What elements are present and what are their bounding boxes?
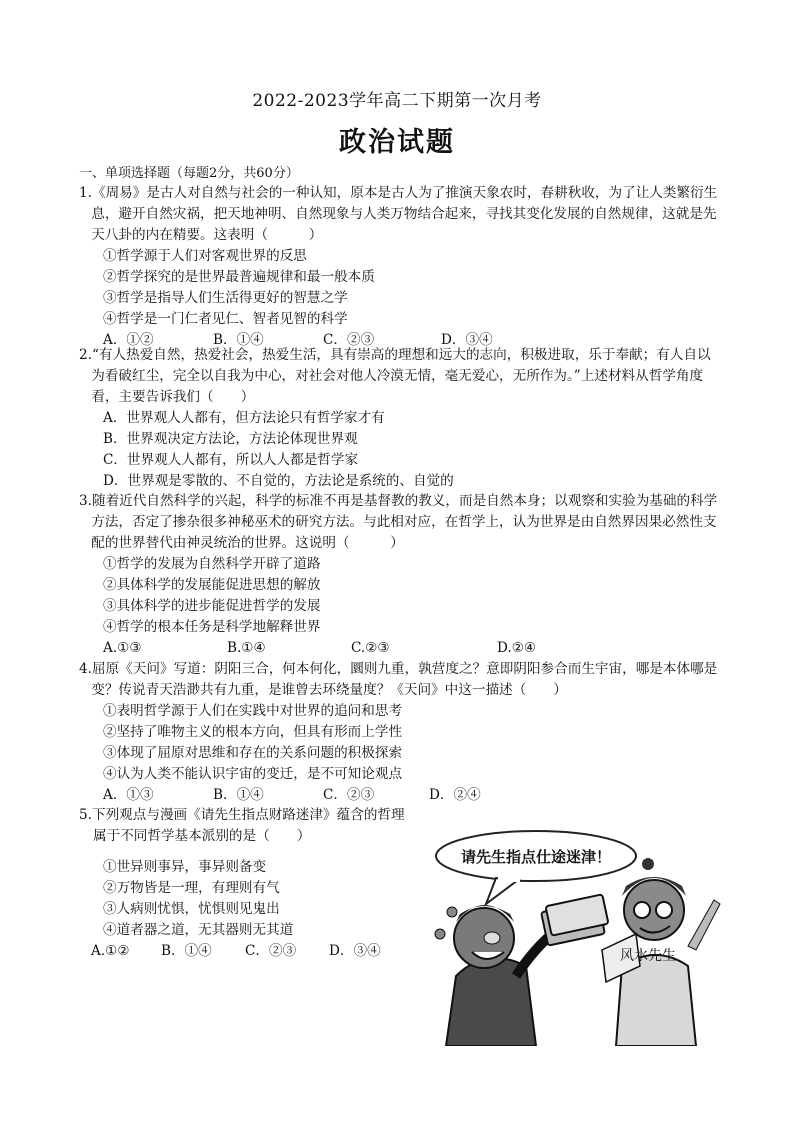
cartoon-drawing [426,826,726,1046]
statement: ①哲学的发展为自然科学开辟了道路 [103,556,321,572]
option-a: A．世界观人人都有，但方法论只有哲学家才有 [103,410,385,426]
choice-c: C．②③ [323,787,375,803]
choice-a: A．①③ [103,787,154,803]
statement: ②万物皆是一理，有理则有气 [103,880,280,896]
statement: ②哲学探究的是世界最普遍规律和最一般本质 [103,269,375,285]
choice-d: D.②④ [497,640,537,656]
question-stem: 4.屈原《天问》写道：阴阳三合，何本何化，圜则九重，孰营度之？意即阴阳参合而生宇宙，哪是本体哪是变？传说青天浩渺共有九重，是谁曾去环绕量度？《天问》中这一描述（ ） [79,661,718,698]
exam-title: 政治试题 [339,127,455,158]
question-2 [79,345,724,492]
answer-choices [79,638,724,659]
statement: ③哲学是指导人们生活得更好的智慧之学 [103,290,348,306]
statement: ④哲学是一门仁者见仁、智者见智的科学 [103,311,348,327]
choice-b: B.①④ [227,640,266,656]
question-stem-line1: 5.下列观点与漫画《请先生指点财路迷津》蕴含的哲理 [79,807,405,823]
choice-c: C．②③ [323,332,375,348]
choice-a: A.①③ [103,640,142,656]
statement: ②坚持了唯物主义的根本方向，但具有形而上学性 [103,724,403,740]
choice-a: A.①② [91,943,130,959]
choice-c: C.②③ [351,640,390,656]
statement: ④哲学的根本任务是科学地解释世界 [103,619,321,635]
answer-choices [79,785,724,806]
choice-a: A．①② [103,332,154,348]
option-c: C．世界观人人都有，所以人人都是哲学家 [103,452,359,468]
question-4 [79,659,724,806]
option-d: D．世界观是零散的、不自觉的，方法论是系统的、自觉的 [103,473,454,489]
choice-d: D．②④ [429,787,481,803]
question-3 [79,491,724,659]
statement: ③人病则忧惧，忧惧则见鬼出 [103,901,280,917]
exam-subtitle: 2022-2023学年高二下期第一次月考 [252,91,542,111]
choice-c: C．②③ [245,943,297,959]
question-stem: 3.随着近代自然科学的兴起，科学的标准不再是基督教的教义，而是自然本身；以观察和实验为基础的科学方法，否定了掺杂很多神秘巫术的研究方法。与此相对应，在哲学上，认为世界是由自然界因果必然性支配的世界替代由神灵统治的世界。这说明（ ） [79,493,718,551]
statement: ①表明哲学源于人们在实践中对世界的追问和思考 [103,703,403,719]
question-5 [79,805,424,962]
statement: ④认为人类不能认识宇宙的变迁，是不可知论观点 [103,766,403,782]
choice-b: B．①④ [213,787,264,803]
choice-d: D．③④ [329,943,381,959]
statement: ④道者器之道，无其器则无其道 [103,922,294,938]
question-stem-line2: 属于不同哲学基本派别的是（ ） [93,828,311,844]
statement: ①哲学源于人们对客观世界的反思 [103,248,307,264]
choice-d: D．③④ [441,332,493,348]
statement: ③体现了屈原对思维和存在的关系问题的积极探索 [103,745,403,761]
question-1 [79,183,724,351]
statement: ①世异则事异，事异则备变 [103,859,267,875]
statement: ②具体科学的发展能促进思想的解放 [103,577,321,593]
cartoon-label: 风水先生 [620,947,676,963]
question-stem: 2.“有人热爱自然，热爱社会，热爱生活，具有崇高的理想和远大的志向，积极进取，乐于奉献；有人自以为看破红尘，完全以自我为中心，对社会对他人冷漠无情，毫无爱心，无所作为。”上述材料从哲学角度看，主要告诉我们（ ） [79,347,711,405]
question-stem: 1.《周易》是古人对自然与社会的一种认知，原本是古人为了推演天象农时，春耕秋收，为了让人类繁衍生息，避开自然灾祸，把天地神明、自然现象与人类万物结合起来，寻找其变化发展的自然规律，这就是先天八卦的内在精要。这表明（ ） [79,185,718,243]
statement: ③具体科学的进步能促进哲学的发展 [103,598,321,614]
cartoon-speech-text: 请先生指点仕途迷津！ [460,849,612,866]
choice-b: B．①④ [161,943,212,959]
choice-b: B．①④ [213,332,264,348]
section-heading: 一、单项选择题（每题2分，共60分） [79,166,299,181]
answer-choices [79,941,424,962]
cartoon-illustration [426,826,726,1046]
option-b: B．世界观决定方法论，方法论体现世界观 [103,431,358,447]
